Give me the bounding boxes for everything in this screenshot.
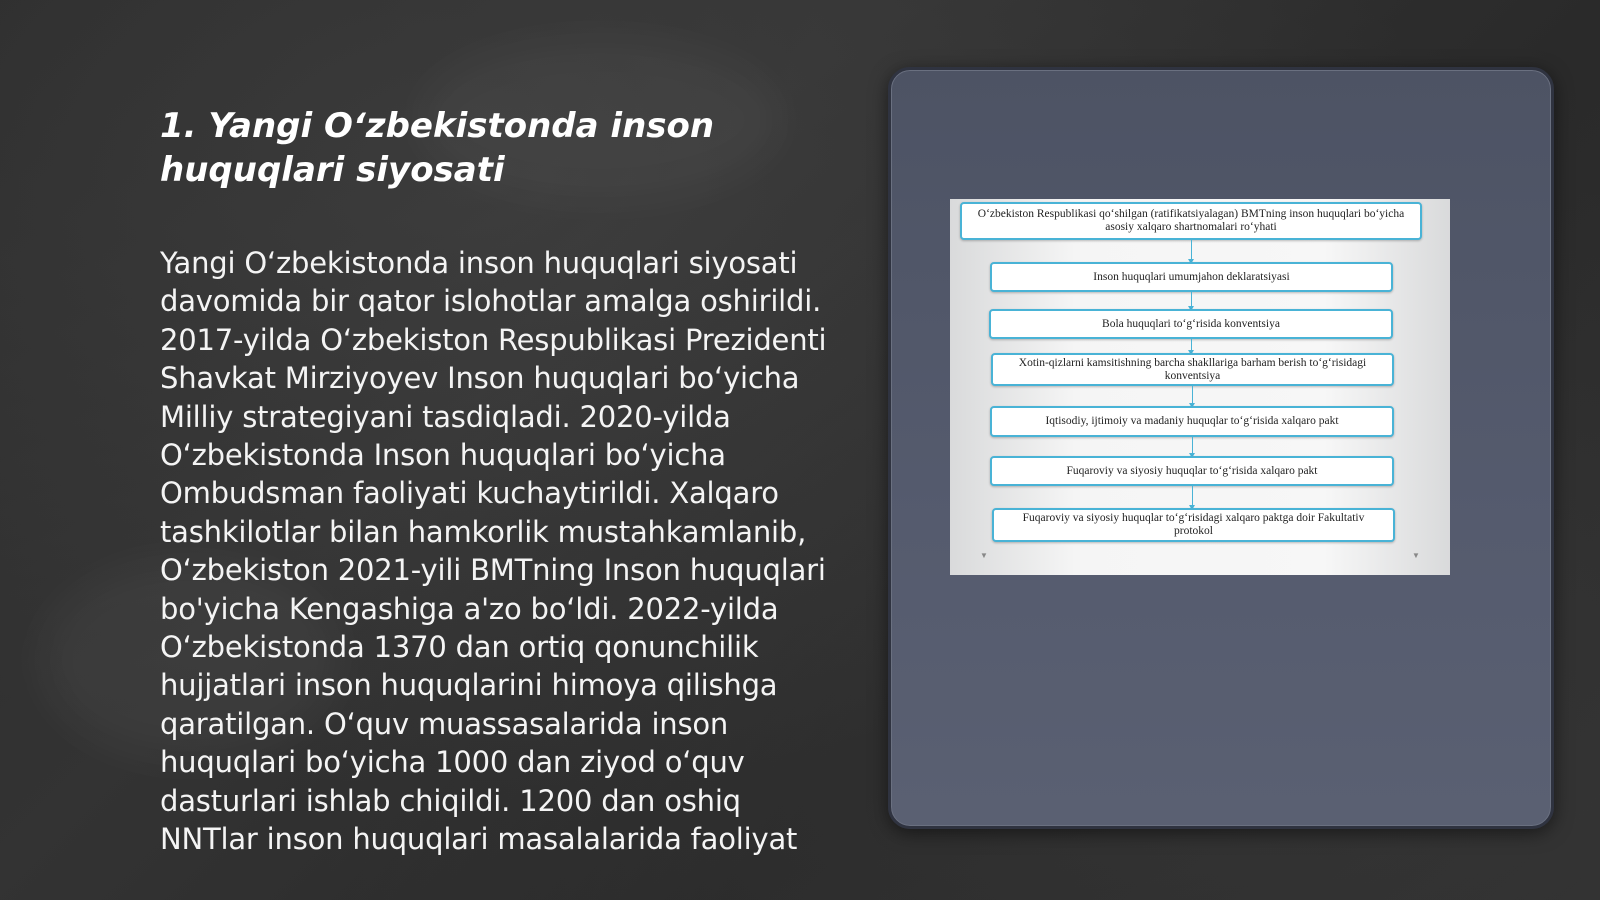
diagram-item-box: Xotin-qizlarni kamsitishning barcha shakllariga barham berish to‘g‘risidagi konventsiya (991, 353, 1394, 386)
slide-title: 1. Yangi O‘zbekistonda inson huquqlari siyosati (160, 106, 715, 190)
treaties-diagram (950, 199, 1450, 575)
arrow-connector (1191, 339, 1192, 353)
diagram-item-box: Bola huquqlari to‘g‘risida konventsiya (989, 309, 1393, 339)
slide-body-text: Yangi O‘zbekistonda inson huquqlari siyosati davomida bir qator islohotlar amalga oshirildi. 2017-yilda O‘zbekiston Respublikasi Prezidenti Shavkat Mirziyoyev Inson huquqlari bo‘yicha Milliy strategiyani tasdiqladi. 2020-yilda O‘zbekistonda Inson huquqlari bo‘yicha Ombudsman faoliyati kuchaytirildi. Xalqaro tashkilotlar bilan hamkorlik mustahkamlanib, O‘zbekiston 2021-yili BMTning Inson huquqlari bo'yicha Kengashiga a'zo bo‘ldi. 2022-yilda O‘zbekistonda 1370 dan ortiq qonunchilik hujjatlari inson huquqlarini himoya qilishga qaratilgan. O‘quv muassasalarida inson huquqlari bo‘yicha 1000 dan ziyod o‘quv dasturlari ishlab chiqildi. 1200 dan oshiq NNTlar inson huquqlari masalalarida faoliyat (160, 246, 827, 857)
arrow-connector (1192, 437, 1193, 456)
scroll-down-marker-icon: ▼ (1412, 551, 1420, 560)
arrow-connector (1192, 386, 1193, 406)
arrow-connector (1192, 486, 1193, 508)
scroll-down-marker-icon: ▼ (980, 551, 988, 560)
diagram-item-box: Iqtisodiy, ijtimoiy va madaniy huquqlar to‘g‘risida xalqaro pakt (990, 406, 1394, 437)
diagram-item-box: Fuqaroviy va siyosiy huquqlar to‘g‘risida xalqaro pakt (990, 456, 1394, 486)
arrow-connector (1191, 240, 1192, 262)
diagram-item-box: Inson huquqlari umumjahon deklaratsiyasi (990, 262, 1393, 292)
arrow-connector (1191, 292, 1192, 309)
diagram-item-box: Fuqaroviy va siyosiy huquqlar to‘g‘risidagi xalqaro paktga doir Fakultativ protokol (992, 508, 1395, 542)
diagram-header-box: O‘zbekiston Respublikasi qo‘shilgan (ratifikatsiyalagan) BMTning inson huquqlari bo‘yicha asosiy xalqaro shartnomalari ro‘yhati (960, 202, 1422, 240)
